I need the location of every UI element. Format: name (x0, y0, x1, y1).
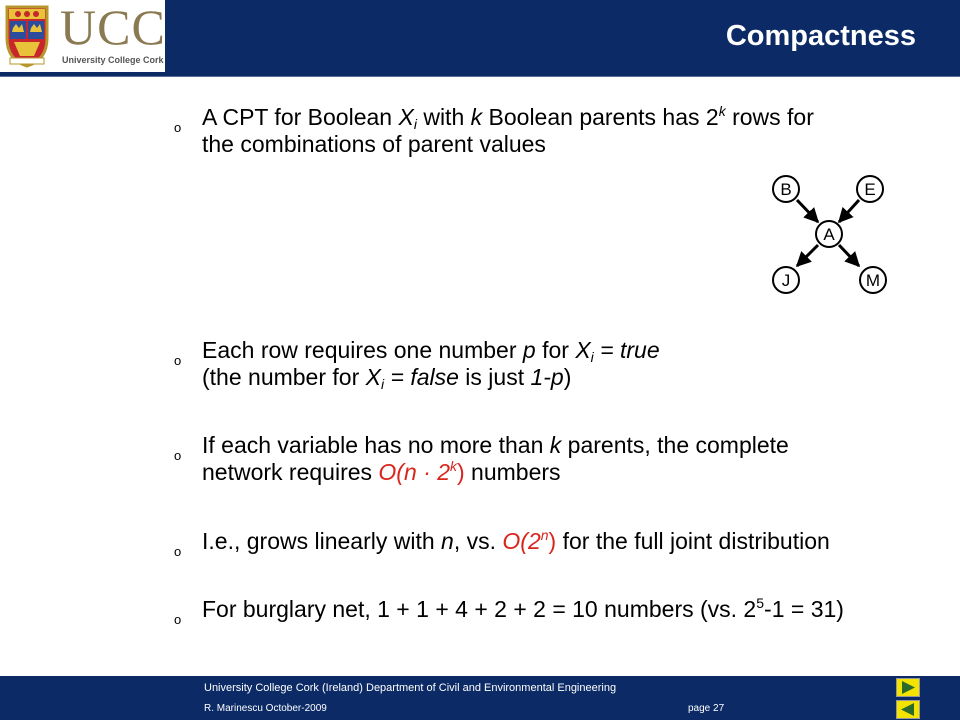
text-run: If each variable has no more than (202, 432, 550, 458)
text-run: (the number for (202, 364, 366, 390)
previous-slide-button[interactable] (896, 700, 920, 719)
text-run: = false (384, 364, 459, 390)
ucc-logo (0, 0, 165, 72)
text-run: , vs. (453, 528, 503, 554)
burglary-network-diagram (764, 170, 904, 300)
text-run: rows for (725, 104, 814, 130)
var-n: n (441, 528, 454, 554)
node-label: J (781, 271, 791, 290)
text-run: Each row requires one number (202, 337, 523, 363)
bullet-marker: o (174, 353, 182, 368)
text-run: the combinations of parent values (202, 131, 546, 157)
text-run: ) (457, 459, 465, 485)
play-back-icon (897, 701, 919, 718)
edge-a-m (839, 245, 859, 266)
superscript-5: 5 (756, 595, 765, 611)
var-1-p: 1-p (530, 364, 564, 390)
complexity-expression: O(n · 2 (378, 459, 450, 485)
text-run: parents, the complete (561, 432, 789, 458)
text-run: with (416, 104, 471, 130)
var-k: k (549, 432, 562, 458)
text-run: network requires (202, 459, 379, 485)
text-run: for (535, 337, 576, 363)
text-run: For burglary net, 1 + 1 + 4 + 2 + 2 = 10 numbers (vs. 2 (202, 596, 757, 622)
subscript-i: i (590, 349, 594, 365)
footer-author: R. Marinescu October-2009 (204, 703, 327, 714)
var-p: p (522, 337, 536, 363)
node-label: E (864, 180, 876, 199)
node-label: M (865, 271, 881, 290)
node-e (857, 176, 883, 202)
bullet-marker: o (174, 120, 182, 135)
superscript-k: k (718, 103, 726, 119)
subscript-i: i (380, 376, 385, 392)
bullet-marker: o (174, 612, 182, 627)
logo-wordmark: UCC (60, 0, 166, 55)
logo-subtitle: University College Cork (62, 55, 164, 65)
node-label: A (823, 225, 835, 244)
edge-a-j (797, 245, 818, 266)
text-run: numbers (464, 459, 561, 485)
text-run: I.e., grows linearly with (202, 528, 442, 554)
subscript-i: i (413, 116, 417, 132)
text-run: ) (548, 528, 557, 554)
text-run: = true (593, 337, 660, 363)
crest-icon (4, 4, 50, 68)
text-run: for the full joint distribution (556, 528, 830, 554)
slide-title: Compactness (725, 20, 916, 52)
text-run: is just (458, 364, 531, 390)
var-x: X (398, 104, 414, 130)
edge-e-a (839, 200, 859, 222)
text-run: ) (563, 364, 572, 390)
node-label: B (780, 180, 792, 199)
bullet-marker: o (174, 544, 182, 559)
next-slide-button[interactable] (896, 678, 920, 697)
var-x: X (365, 364, 381, 390)
header-rule (0, 72, 960, 77)
node-m (860, 267, 886, 293)
var-k: k (470, 104, 483, 130)
node-b (773, 176, 799, 202)
play-forward-icon (897, 679, 919, 696)
text-run: -1 = 31) (764, 596, 844, 622)
node-a (816, 221, 842, 247)
bullet-marker: o (174, 448, 182, 463)
text-run: Boolean parents has 2 (482, 104, 719, 130)
node-j (773, 267, 799, 293)
superscript-n: n (540, 527, 549, 543)
var-x: X (575, 337, 591, 363)
complexity-expression: O(2 (502, 528, 541, 554)
page-number: page 27 (688, 703, 725, 714)
text-run: A CPT for Boolean (202, 104, 399, 130)
edge-b-a (797, 200, 818, 222)
superscript-k: k (450, 458, 457, 474)
footer-institution: University College Cork (Ireland) Department of Civil and Environmental Engineering (204, 682, 617, 694)
